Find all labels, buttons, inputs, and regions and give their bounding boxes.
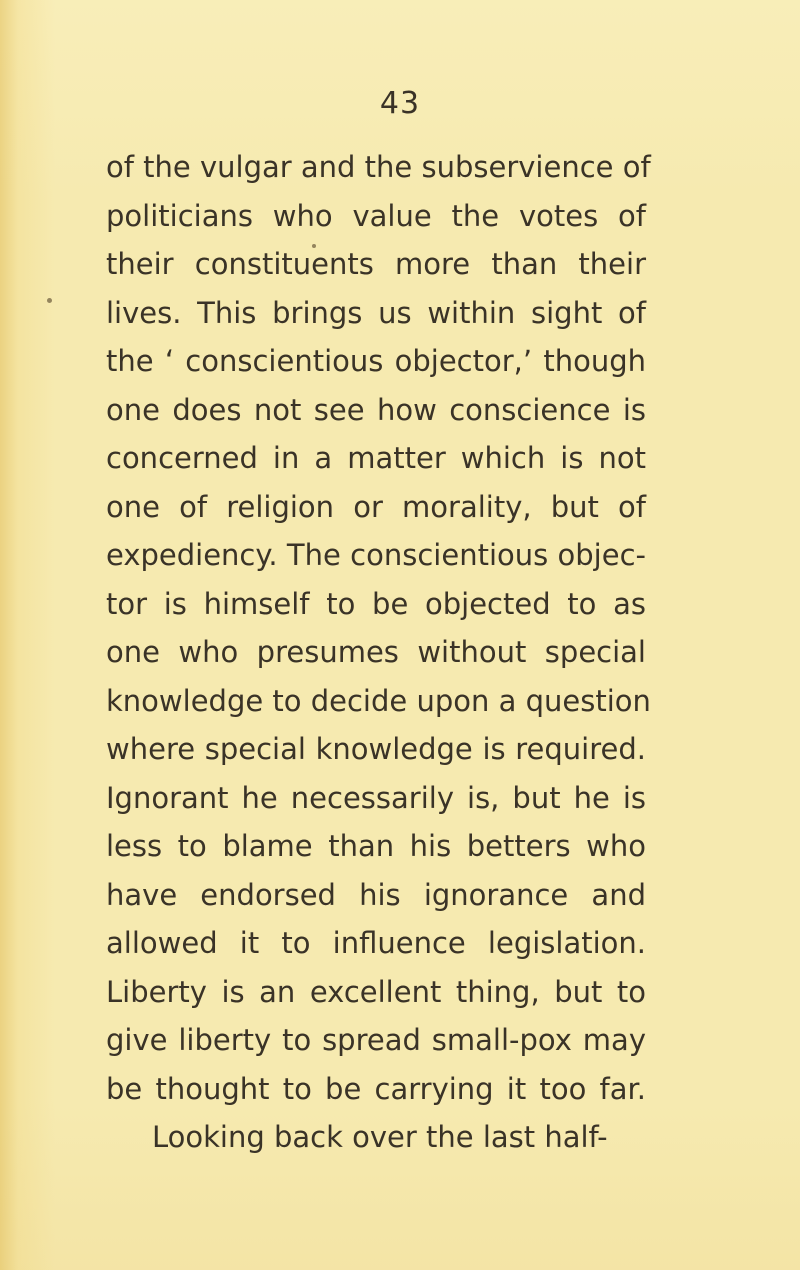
text-line: knowledge to decide upon a question (106, 683, 651, 718)
text-line: give liberty to spread small-pox may (106, 1023, 646, 1057)
paper-speck (47, 298, 52, 303)
text-line: one does not see how conscience is (106, 392, 646, 427)
text-line: allowed it to influence legislation. (106, 926, 646, 960)
text-line: Looking back over the last half- (152, 1120, 608, 1154)
text-line: less to blame than his betters who (106, 829, 646, 863)
page-number: 43 (379, 86, 421, 121)
text-line: politicians who value the votes of (106, 198, 646, 233)
text-line: tor is himself to be objected to as (106, 586, 646, 621)
text-line: of the vulgar and the subservience of (106, 150, 651, 184)
text-line: Ignorant he necessarily is, but he is (106, 780, 646, 815)
text-line: have endorsed his ignorance and (106, 877, 646, 912)
text-line: Liberty is an excellent thing, but to (106, 974, 646, 1009)
text-line: their constituents more than their (106, 247, 646, 281)
text-line: the ‘ conscientious objector,’ though (106, 344, 646, 378)
text-line: expediency. The conscientious objec- (106, 538, 646, 572)
body-text (106, 143, 651, 1162)
text-line: one who presumes without special (106, 635, 646, 669)
text-line: one of religion or morality, but of (106, 489, 646, 524)
text-line: be thought to be carrying it too far. (106, 1071, 646, 1106)
text-line: concerned in a matter which is not (106, 441, 646, 475)
text-line: lives. This brings us within sight of (106, 295, 646, 330)
text-line: where special knowledge is required. (106, 732, 646, 766)
